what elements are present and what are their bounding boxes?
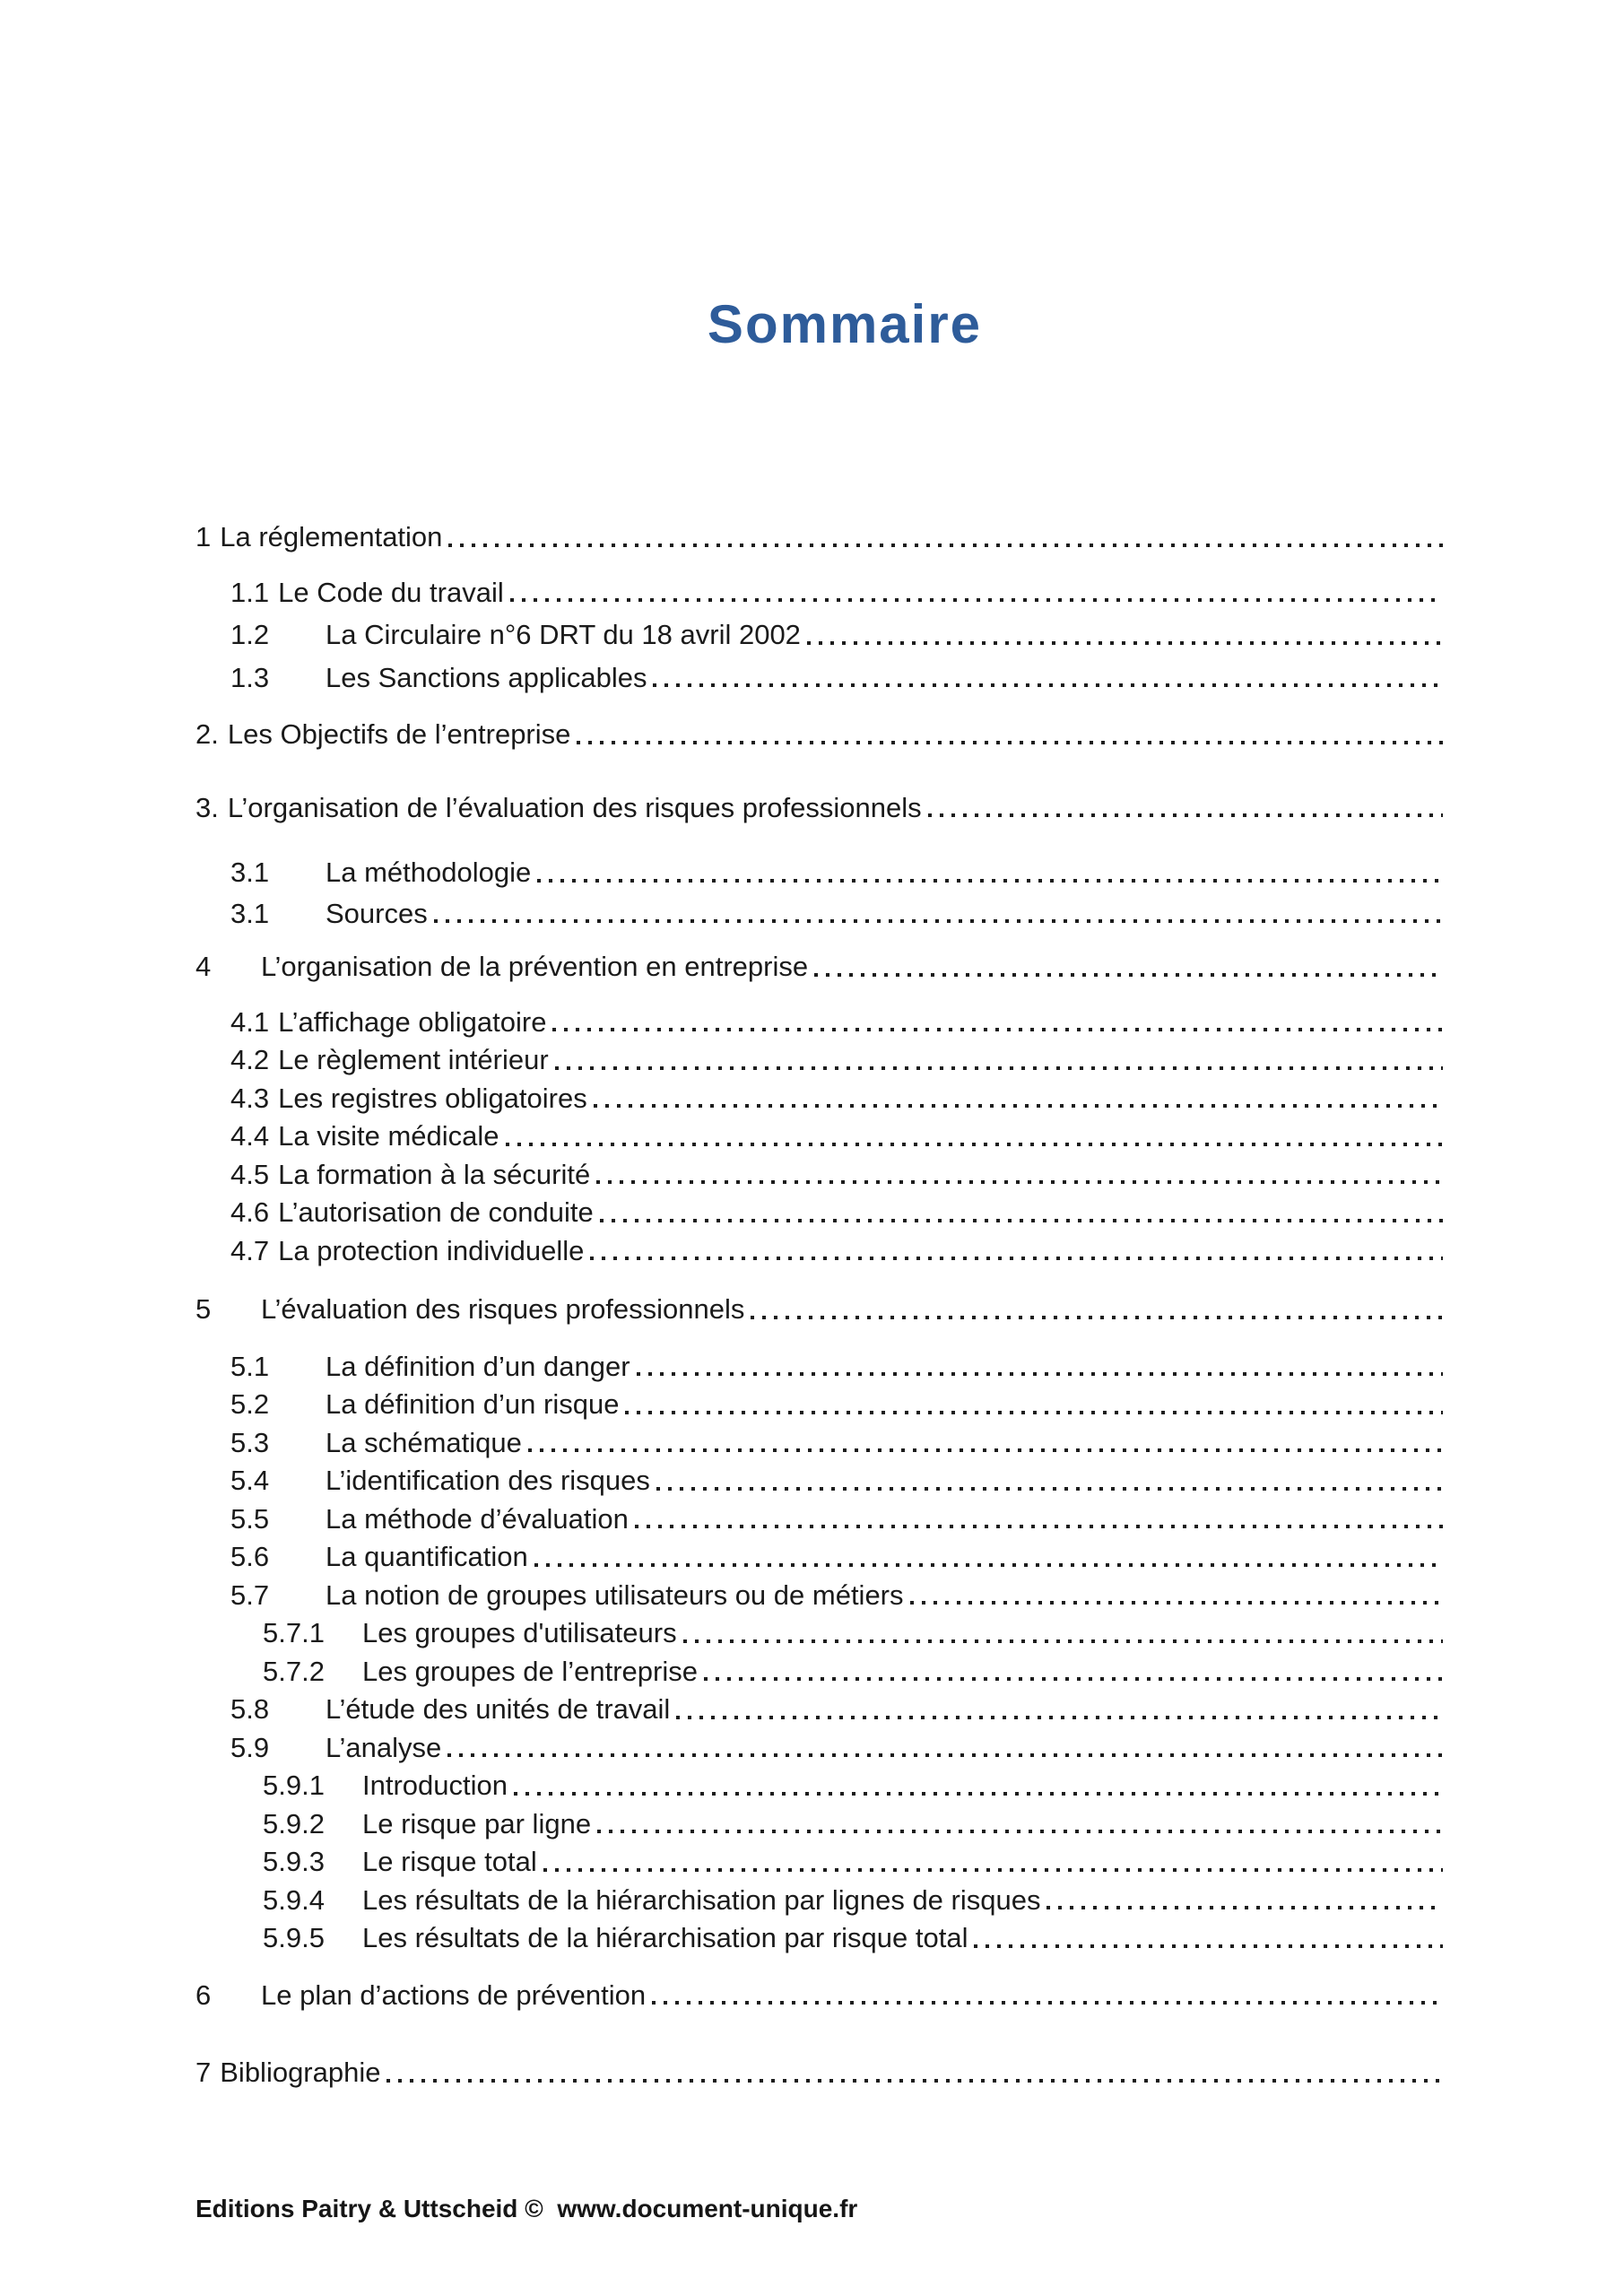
toc-entry (195, 1577, 1444, 1615)
toc-entry-number: 5.2 (230, 1388, 270, 1420)
dot-leader (625, 1411, 1443, 1414)
dot-leader (974, 1944, 1443, 1948)
toc-entry-number: 6 (195, 1979, 212, 2011)
dot-leader (635, 1525, 1443, 1528)
toc-entry-label: Bibliographie (220, 2057, 381, 2088)
toc-entry-number: 5.9 (230, 1731, 270, 1763)
toc-entry-label: L’organisation de l’évaluation des risques professionnels (227, 791, 922, 823)
toc-entry-number: 3. (195, 791, 219, 823)
dot-leader (534, 1563, 1443, 1567)
toc-entry (195, 1882, 1444, 1920)
toc-entry-number: 4.4 (230, 1120, 270, 1152)
toc-entry (195, 659, 1444, 698)
toc-entry (195, 1729, 1444, 1768)
toc-entry-number: 1.3 (230, 661, 270, 693)
dot-leader (386, 2079, 1443, 2083)
dot-leader (910, 1601, 1443, 1605)
toc-entry-label: La formation à la sécurité (278, 1158, 591, 1190)
toc-entry (195, 574, 1444, 613)
dot-leader (597, 1830, 1443, 1833)
toc-entry (195, 1538, 1444, 1577)
toc-entry-number: 3.1 (230, 857, 270, 888)
dot-leader (807, 641, 1443, 645)
toc-entry-number: 5.7 (230, 1578, 270, 1611)
toc-entry-number: 1 (195, 521, 212, 552)
toc-entry-label: Sources (326, 897, 428, 929)
toc-entry (195, 1118, 1444, 1156)
toc-entry-number: 5.7.2 (263, 1655, 325, 1687)
toc-entry (195, 1500, 1444, 1539)
toc-entry-number: 5.1 (230, 1350, 270, 1382)
toc-entry (195, 716, 1444, 754)
toc-entry (195, 789, 1444, 828)
dot-leader (447, 1753, 1443, 1757)
dot-leader (594, 1104, 1443, 1108)
toc-entry-label: Les groupes de l’entreprise (362, 1655, 698, 1687)
dot-leader (577, 741, 1443, 744)
dot-leader (814, 973, 1443, 977)
toc-entry (195, 895, 1444, 934)
page-title: Sommaire (707, 294, 983, 354)
toc-entry (195, 1805, 1444, 1844)
dot-leader (704, 1677, 1443, 1681)
toc-entry-number: 5.9.2 (263, 1807, 325, 1839)
toc-entry-number: 4.6 (230, 1196, 270, 1228)
toc-entry-label: Les résultats de la hiérarchisation par risque total (362, 1922, 968, 1953)
toc-entry-number: 5.6 (230, 1541, 270, 1572)
toc-entry-label: Les Objectifs de l’entreprise (227, 718, 571, 750)
dot-leader (652, 2001, 1443, 2005)
toc-entry-number: 5.8 (230, 1693, 270, 1725)
toc-entry-number: 5 (195, 1293, 212, 1325)
toc-entry-label: La schématique (326, 1426, 522, 1458)
toc-entry-label: L’affichage obligatoire (278, 1005, 547, 1038)
dot-leader (510, 598, 1443, 602)
toc-entry-label: Le risque par ligne (362, 1807, 592, 1839)
toc-entry-label: Le risque total (362, 1846, 537, 1877)
toc-entry-label: L’organisation de la prévention en entreprise (261, 951, 809, 982)
dot-leader (506, 1143, 1443, 1146)
toc-entry (195, 854, 1444, 892)
dot-leader (590, 1257, 1443, 1260)
toc-entry (195, 1348, 1444, 1387)
toc-entry (195, 1232, 1444, 1271)
toc-entry (195, 1004, 1444, 1042)
footer-text: Editions Paitry & Uttscheid © www.document-unique.fr (195, 2194, 858, 2222)
toc-entry-label: L’identification des risques (326, 1465, 650, 1496)
toc-entry (195, 1462, 1444, 1500)
toc-entry-number: 2. (195, 718, 219, 750)
toc-entry-label: L’analyse (326, 1731, 442, 1763)
toc-entry (195, 1614, 1444, 1653)
toc-entry-number: 4.2 (230, 1044, 270, 1075)
toc-entry-number: 7 (195, 2057, 212, 2088)
dot-leader (596, 1180, 1443, 1184)
toc-entry-number: 5.9.1 (263, 1770, 325, 1801)
toc-entry (195, 1424, 1444, 1463)
dot-leader (555, 1066, 1443, 1070)
toc-entry (195, 2054, 1444, 2092)
toc-entry-label: La réglementation (220, 521, 443, 552)
toc-entry (195, 948, 1444, 987)
dot-leader (552, 1028, 1443, 1031)
toc-entry-label: La définition d’un risque (326, 1388, 620, 1420)
toc-entry-number: 5.4 (230, 1465, 270, 1496)
toc-entry-number: 3.1 (230, 897, 270, 929)
toc-entry-label: La Circulaire n°6 DRT du 18 avril 2002 (326, 619, 801, 650)
dot-leader (537, 879, 1443, 883)
toc-entry-number: 5.7.1 (263, 1617, 325, 1648)
toc-entry (195, 518, 1444, 557)
dot-leader (448, 544, 1443, 547)
toc-entry (195, 1194, 1444, 1232)
toc-entry (195, 1156, 1444, 1195)
toc-entry-number: 4.5 (230, 1158, 270, 1190)
table-of-contents (195, 518, 1444, 2092)
toc-entry (195, 1977, 1444, 2015)
toc-entry-number: 4.1 (230, 1005, 270, 1038)
toc-entry-number: 1.1 (230, 576, 270, 608)
toc-entry-label: La visite médicale (278, 1120, 499, 1152)
dot-leader (434, 919, 1443, 923)
toc-entry (195, 1041, 1444, 1080)
toc-entry (195, 1653, 1444, 1692)
toc-entry-number: 4 (195, 951, 212, 982)
dot-leader (600, 1219, 1443, 1222)
dot-leader (1046, 1906, 1443, 1909)
toc-entry (195, 1843, 1444, 1882)
toc-entry-label: La protection individuelle (278, 1234, 585, 1266)
toc-entry-number: 5.3 (230, 1426, 270, 1458)
toc-entry-number: 4.7 (230, 1234, 270, 1266)
toc-entry (195, 1919, 1444, 1958)
toc-entry-label: Le Code du travail (278, 576, 504, 608)
dot-leader (543, 1868, 1443, 1872)
toc-entry-label: L’autorisation de conduite (278, 1196, 594, 1228)
toc-entry (195, 616, 1444, 655)
dot-leader (683, 1639, 1443, 1643)
dot-leader (928, 813, 1443, 817)
dot-leader (514, 1792, 1443, 1796)
toc-entry-label: La méthode d’évaluation (326, 1502, 629, 1535)
toc-entry-label: La méthodologie (326, 857, 532, 888)
dot-leader (528, 1448, 1443, 1452)
toc-entry-label: Les groupes d'utilisateurs (362, 1617, 677, 1648)
toc-entry-label: Le règlement intérieur (278, 1044, 549, 1075)
toc-entry-label: Introduction (362, 1770, 508, 1801)
toc-entry-label: L’étude des unités de travail (326, 1693, 671, 1725)
dot-leader (751, 1316, 1443, 1319)
toc-entry-number: 5.9.4 (263, 1883, 325, 1916)
toc-entry-label: La définition d’un danger (326, 1350, 630, 1382)
toc-entry (195, 1080, 1444, 1118)
toc-entry-label: Les registres obligatoires (278, 1082, 587, 1114)
toc-entry-label: Les Sanctions applicables (326, 661, 647, 693)
dot-leader (676, 1716, 1443, 1719)
toc-entry-label: Les résultats de la hiérarchisation par lignes de risques (362, 1883, 1041, 1916)
toc-entry-label: La quantification (326, 1541, 528, 1572)
toc-entry-label: L’évaluation des risques professionnels (261, 1293, 745, 1325)
toc-entry-number: 5.9.5 (263, 1922, 325, 1953)
dot-leader (637, 1372, 1443, 1376)
toc-entry (195, 1767, 1444, 1805)
toc-entry-number: 5.9.3 (263, 1846, 325, 1877)
toc-entry (195, 1291, 1444, 1329)
toc-entry (195, 1386, 1444, 1424)
toc-entry-number: 5.5 (230, 1502, 270, 1535)
toc-entry-number: 1.2 (230, 619, 270, 650)
toc-entry (195, 1691, 1444, 1729)
toc-entry-label: Le plan d’actions de prévention (261, 1979, 647, 2011)
toc-entry-number: 4.3 (230, 1082, 270, 1114)
toc-entry-label: La notion de groupes utilisateurs ou de métiers (326, 1578, 904, 1611)
dot-leader (653, 683, 1443, 687)
dot-leader (656, 1487, 1443, 1491)
